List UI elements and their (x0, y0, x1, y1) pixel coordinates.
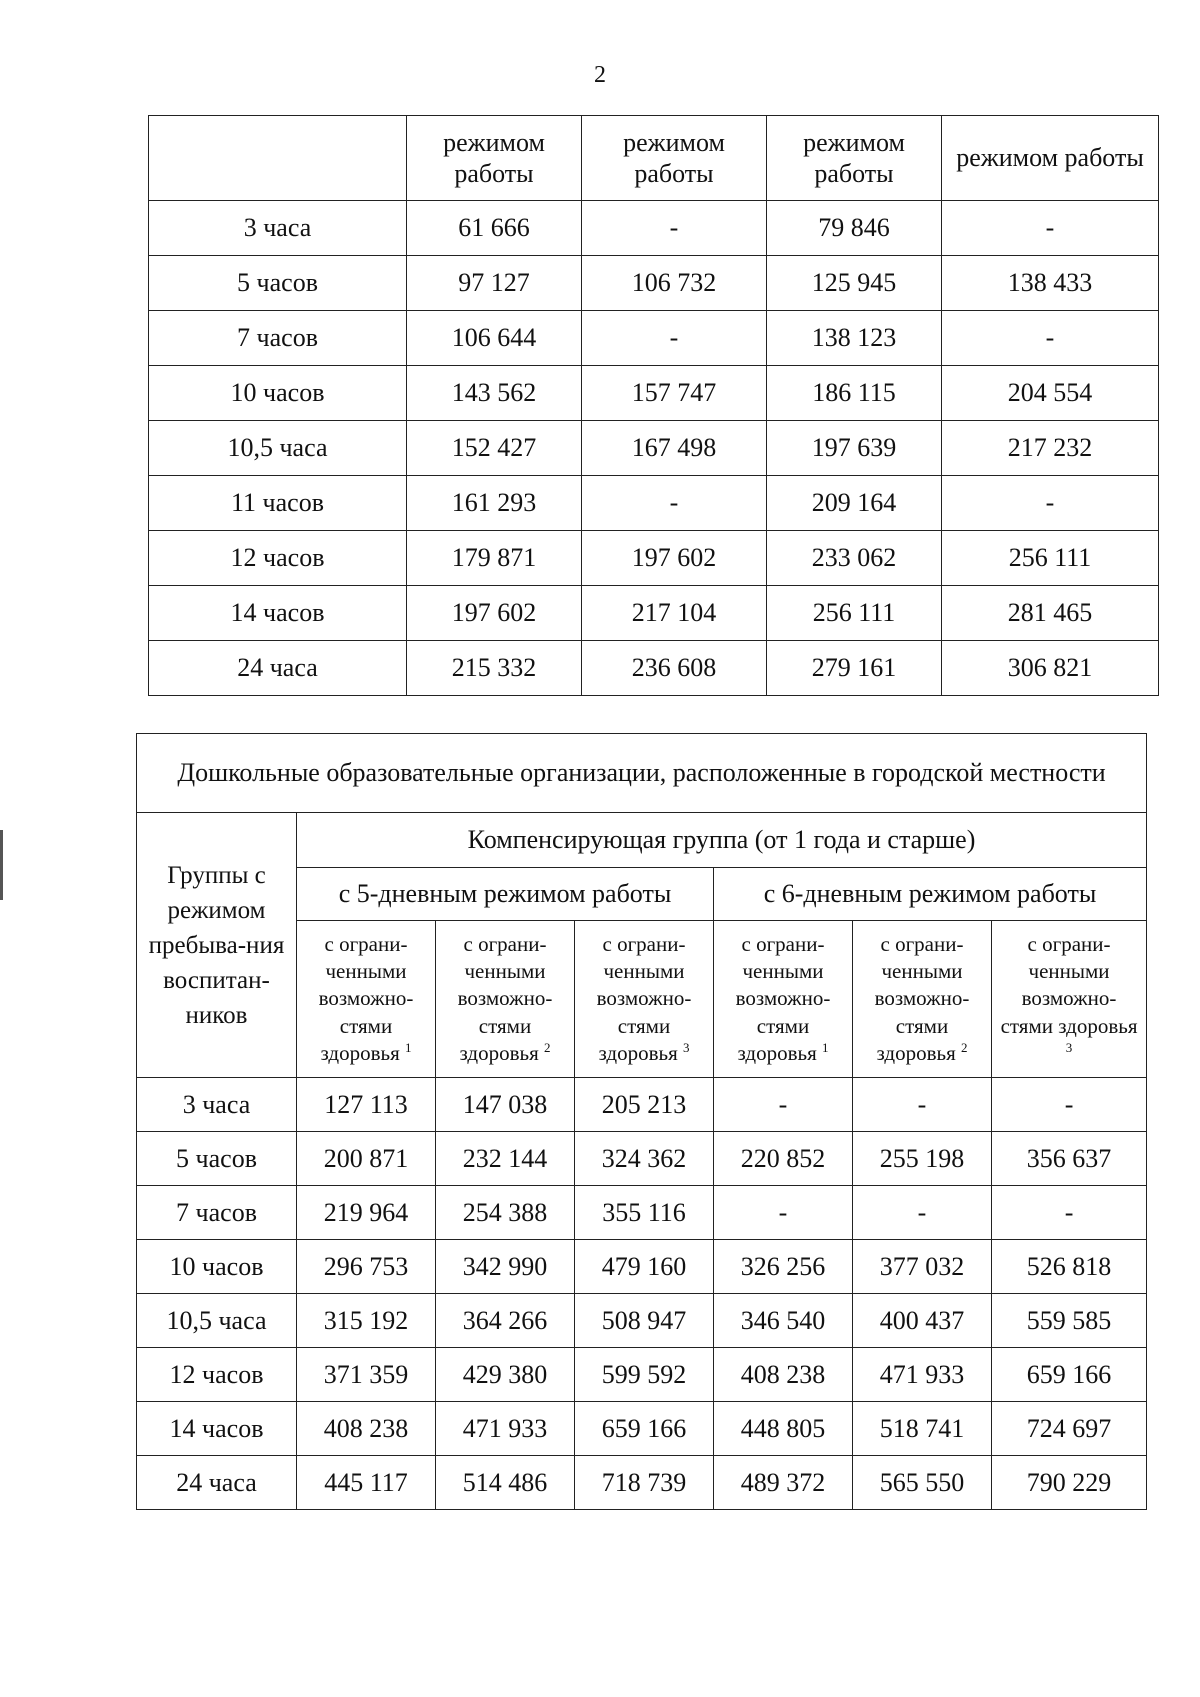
table-row (149, 366, 1159, 421)
footnote-marker: 2 (961, 1039, 968, 1055)
value-cell: 724 697 (992, 1402, 1147, 1456)
value-cell: - (714, 1186, 853, 1240)
header-cell (149, 116, 407, 201)
value-cell: 324 362 (575, 1132, 714, 1186)
footnote-marker: 3 (683, 1039, 690, 1055)
value-cell: 147 038 (436, 1078, 575, 1132)
value-cell: 255 198 (853, 1132, 992, 1186)
table-row (137, 1348, 1147, 1402)
value-cell: 186 115 (767, 366, 942, 421)
header-cell: режимом работы (407, 116, 582, 201)
value-cell: 279 161 (767, 641, 942, 696)
row-label-cell: 7 часов (137, 1186, 297, 1240)
subgroup-header-cell: с 5-дневным режимом работы (297, 868, 714, 921)
footnote-marker: 2 (544, 1039, 551, 1055)
value-cell: 508 947 (575, 1294, 714, 1348)
value-cell: 236 608 (582, 641, 767, 696)
table-row (149, 586, 1159, 641)
table-row (137, 1132, 1147, 1186)
column-label-cell (436, 921, 575, 1078)
value-cell: 599 592 (575, 1348, 714, 1402)
value-cell: - (582, 201, 767, 256)
value-cell: 479 160 (575, 1240, 714, 1294)
value-cell: 197 602 (407, 586, 582, 641)
value-cell: 97 127 (407, 256, 582, 311)
value-cell: 125 945 (767, 256, 942, 311)
footnote-marker: 1 (405, 1039, 412, 1055)
value-cell: 205 213 (575, 1078, 714, 1132)
value-cell: 157 747 (582, 366, 767, 421)
value-cell: 61 666 (407, 201, 582, 256)
table-header-row (149, 116, 1159, 201)
value-cell: 429 380 (436, 1348, 575, 1402)
value-cell: 215 332 (407, 641, 582, 696)
table-row (149, 256, 1159, 311)
value-cell: 526 818 (992, 1240, 1147, 1294)
table-row (137, 1186, 1147, 1240)
row-label-cell: 24 часа (137, 1456, 297, 1510)
value-cell: - (942, 201, 1159, 256)
value-cell: 565 550 (853, 1456, 992, 1510)
scan-margin-mark (0, 830, 3, 900)
value-cell: 219 964 (297, 1186, 436, 1240)
header-cell: режимом работы (767, 116, 942, 201)
value-cell: 326 256 (714, 1240, 853, 1294)
value-cell: 197 602 (582, 531, 767, 586)
group-header-cell: Компенсирующая группа (от 1 года и старше) (297, 813, 1147, 868)
table-row (137, 1456, 1147, 1510)
value-cell: 79 846 (767, 201, 942, 256)
value-cell: 106 644 (407, 311, 582, 366)
column-label-cell (714, 921, 853, 1078)
value-cell: 371 359 (297, 1348, 436, 1402)
value-cell: 718 739 (575, 1456, 714, 1510)
row-label-cell: 5 часов (137, 1132, 297, 1186)
row-label-cell: 12 часов (137, 1348, 297, 1402)
header-cell: режимом работы (582, 116, 767, 201)
column-label-cell (297, 921, 436, 1078)
value-cell: 143 562 (407, 366, 582, 421)
value-cell: 281 465 (942, 586, 1159, 641)
value-cell: 514 486 (436, 1456, 575, 1510)
value-cell: 659 166 (575, 1402, 714, 1456)
value-cell: 790 229 (992, 1456, 1147, 1510)
column-label-text: с ограни-ченными возможно-стями здоровья (1000, 931, 1138, 1038)
value-cell: 204 554 (942, 366, 1159, 421)
value-cell: - (582, 476, 767, 531)
compensating-group-table (136, 733, 1147, 1510)
value-cell: 306 821 (942, 641, 1159, 696)
column-label-text: с ограни-ченными возможно-стями здоровья (318, 931, 414, 1065)
table-row (149, 641, 1159, 696)
value-cell: 233 062 (767, 531, 942, 586)
value-cell: 445 117 (297, 1456, 436, 1510)
column-label-cell (575, 921, 714, 1078)
table-row (149, 531, 1159, 586)
value-cell: 400 437 (853, 1294, 992, 1348)
value-cell: 254 388 (436, 1186, 575, 1240)
table-title: Дошкольные образовательные организации, расположенные в городской местности (137, 734, 1147, 813)
row-label-cell: 3 часа (149, 201, 407, 256)
value-cell: 200 871 (297, 1132, 436, 1186)
value-cell: 559 585 (992, 1294, 1147, 1348)
value-cell: 161 293 (407, 476, 582, 531)
value-cell: 471 933 (436, 1402, 575, 1456)
value-cell: 408 238 (297, 1402, 436, 1456)
value-cell: 296 753 (297, 1240, 436, 1294)
table-row (149, 476, 1159, 531)
compensating-group-table-body (137, 734, 1147, 1510)
footnote-marker: 1 (822, 1039, 829, 1055)
value-cell: 518 741 (853, 1402, 992, 1456)
value-cell: 138 123 (767, 311, 942, 366)
row-label-cell: 10,5 часа (149, 421, 407, 476)
column-label-text: с ограни-ченными возможно-стями здоровья (735, 931, 831, 1065)
value-cell: - (942, 311, 1159, 366)
value-cell: 342 990 (436, 1240, 575, 1294)
value-cell: 138 433 (942, 256, 1159, 311)
value-cell: 217 232 (942, 421, 1159, 476)
value-cell: 448 805 (714, 1402, 853, 1456)
value-cell: - (992, 1186, 1147, 1240)
value-cell: 197 639 (767, 421, 942, 476)
header-cell: режимом работы (942, 116, 1159, 201)
value-cell: 167 498 (582, 421, 767, 476)
row-label-cell: 10 часов (137, 1240, 297, 1294)
value-cell: 127 113 (297, 1078, 436, 1132)
value-cell: 179 871 (407, 531, 582, 586)
value-cell: 377 032 (853, 1240, 992, 1294)
group-header-row (137, 813, 1147, 868)
row-label-cell: 10 часов (149, 366, 407, 421)
row-label-cell: 12 часов (149, 531, 407, 586)
column-label-text: с ограни-ченными возможно-стями здоровья (457, 931, 553, 1065)
row-label-cell: 10,5 часа (137, 1294, 297, 1348)
value-cell: 489 372 (714, 1456, 853, 1510)
value-cell: 256 111 (767, 586, 942, 641)
value-cell: 408 238 (714, 1348, 853, 1402)
value-cell: 217 104 (582, 586, 767, 641)
value-cell: 106 732 (582, 256, 767, 311)
value-cell: 471 933 (853, 1348, 992, 1402)
row-label-cell: 3 часа (137, 1078, 297, 1132)
tariff-table-continued-body (149, 116, 1159, 696)
value-cell: 220 852 (714, 1132, 853, 1186)
table-row (137, 1078, 1147, 1132)
value-cell: 346 540 (714, 1294, 853, 1348)
value-cell: 364 266 (436, 1294, 575, 1348)
column-label-cell (853, 921, 992, 1078)
value-cell: - (853, 1186, 992, 1240)
value-cell: - (942, 476, 1159, 531)
value-cell: 256 111 (942, 531, 1159, 586)
row-label-cell: 24 часа (149, 641, 407, 696)
footnote-marker: 3 (1065, 1039, 1073, 1055)
row-label-cell: 11 часов (149, 476, 407, 531)
row-label-cell: 14 часов (149, 586, 407, 641)
column-label-cell (992, 921, 1147, 1078)
value-cell: - (582, 311, 767, 366)
table-row (137, 1402, 1147, 1456)
page-number: 2 (594, 62, 606, 88)
table-row (137, 1240, 1147, 1294)
table-title-row (137, 734, 1147, 813)
row-header-cell: Группы с режимом пребыва-ния воспитан-ников (137, 813, 297, 1078)
value-cell: 356 637 (992, 1132, 1147, 1186)
value-cell: 152 427 (407, 421, 582, 476)
value-cell: 232 144 (436, 1132, 575, 1186)
tariff-table-continued (148, 115, 1159, 696)
value-cell: 355 116 (575, 1186, 714, 1240)
table-row (149, 311, 1159, 366)
table-row (149, 421, 1159, 476)
value-cell: 659 166 (992, 1348, 1147, 1402)
value-cell: 315 192 (297, 1294, 436, 1348)
subgroup-header-cell: с 6-дневным режимом работы (714, 868, 1147, 921)
value-cell: - (714, 1078, 853, 1132)
value-cell: - (992, 1078, 1147, 1132)
row-label-cell: 5 часов (149, 256, 407, 311)
table-row (149, 201, 1159, 256)
column-label-text: с ограни-ченными возможно-стями здоровья (596, 931, 692, 1065)
column-label-text: с ограни-ченными возможно-стями здоровья (874, 931, 970, 1065)
value-cell: - (853, 1078, 992, 1132)
table-row (137, 1294, 1147, 1348)
value-cell: 209 164 (767, 476, 942, 531)
row-label-cell: 7 часов (149, 311, 407, 366)
row-label-cell: 14 часов (137, 1402, 297, 1456)
